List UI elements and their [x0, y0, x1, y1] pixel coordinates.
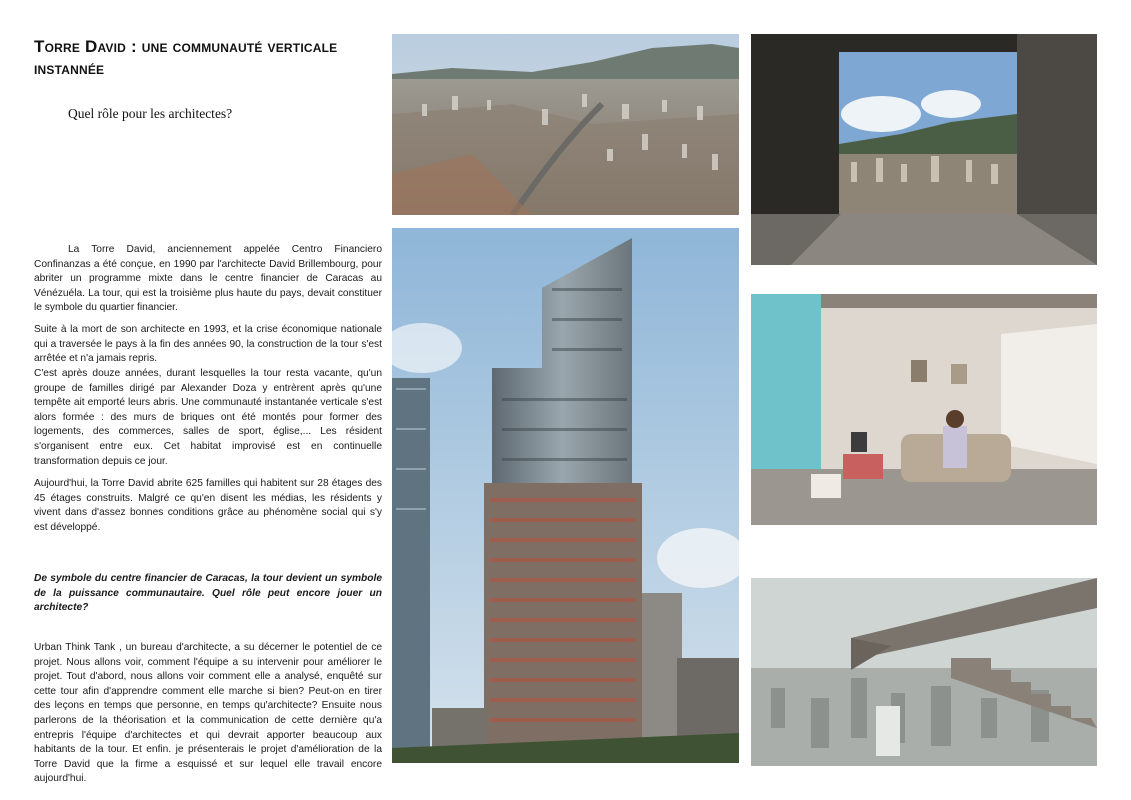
photo-caracas-aerial — [392, 34, 739, 215]
paragraph-today: Aujourd'hui, la Torre David abrite 625 familles qui habitent sur 28 étages des 45 étages construits. Malgré ce qu'en disent les médias, les résidents y vivent dans d'assez bonnes conditions grâce au phénomène social qui s'y est développé. — [34, 478, 382, 533]
page-subtitle: Quel rôle pour les architectes? — [68, 106, 233, 121]
paragraph-intro: La Torre David, anciennement appelée Centro Financiero Confinanzas a été conçue, en 1990 par l'architecte David Brillembourg, pour abriter un programme mixte dans le centre financier de Caracas au Vénézuéla. La tour, qui est la troisième plus haute du pays, devait constituer le symbole du quartier financier. — [34, 244, 382, 314]
page-title: Torre David : une communauté verticale instannée — [34, 37, 338, 78]
paragraph-community: C'est après douze années, durant lesquelles la tour resta vacante, qu'un groupe de familles dirigé par Alexander Doza y entrèrent après qu'une tempête ait emporté leurs abris. Une communauté instantanée verticale s'est alors formée : des murs de briques ont été montés pour former des logements, des commerces, salles de sport, église,... Les résident s'organisent entre eux. Cet habitat improvisé est en continuelle transformation depuis ce jour. — [34, 368, 382, 467]
paragraph-question: De symbole du centre financier de Caracas, la tour devient un symbole de la puissance communautaire. Quel rôle peut encore jouer un architecte? — [34, 573, 382, 614]
paragraph-urban-think-tank: Urban Think Tank , un bureau d'architecte, a su décerner le potentiel de ce projet. Nous allons voir, comment l'équipe a su intervenir pour améliorer le projet. Tout d'abord, nous allons voir comment elle a analysé, enquêté sur cette tour afin d'apprendre comment elle marche si bien? Peut-on en tirer des leçons en temps que personne, en temps qu'architecte? Ensuite nous parlerons de la théorisation et la communication de cette dernière qu'a entrepris l'équipe d'architectes et qui devrait apporter beaucoup aux habitants de la tour. Et enfin. je présenterais le projet d'amélioration de la Torre David que la firme a esquissé et sur lequel elle travail encore aujourd'hui. — [34, 642, 382, 785]
photo-stairs — [751, 578, 1097, 766]
photo-window-view — [751, 34, 1097, 265]
photo-interior — [751, 294, 1097, 525]
paragraph-history: Suite à la mort de son architecte en 1993, et la crise économique nationale qui a traversée le pays à la fin des années 90, la construction de la tour s'est arrêtée et n'a jamais repris. — [34, 324, 382, 365]
photo-torre-david — [392, 228, 739, 763]
